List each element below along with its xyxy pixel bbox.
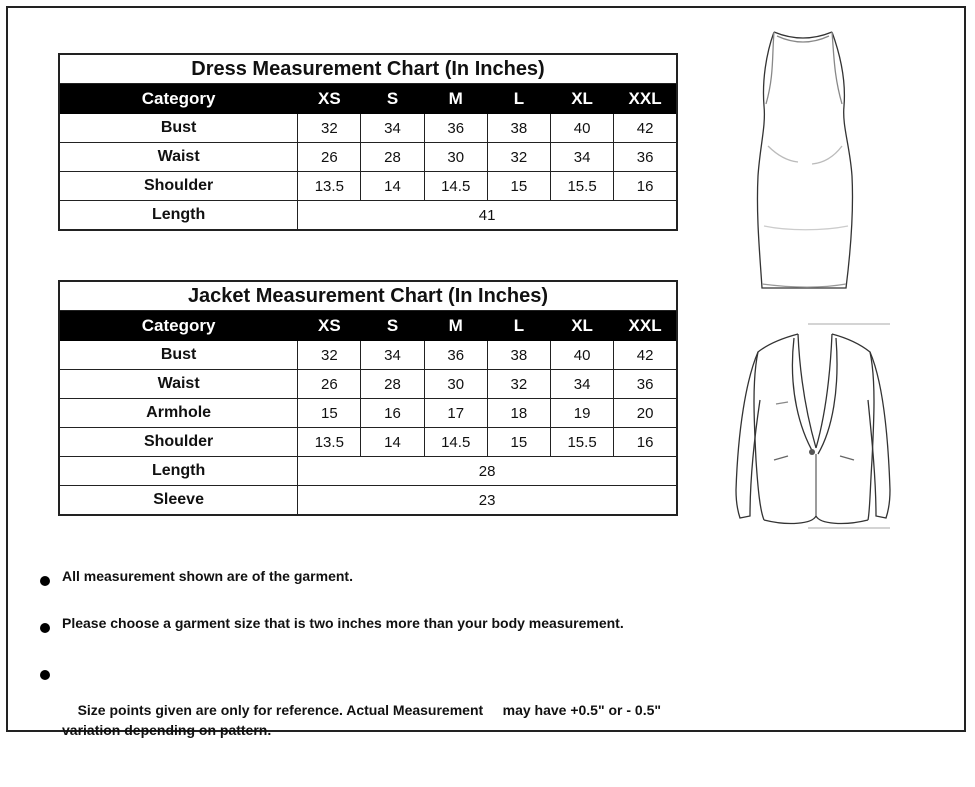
list-item xyxy=(40,566,680,586)
header-cell: XS xyxy=(298,84,361,114)
header-cell: Category xyxy=(59,84,298,114)
table-row xyxy=(59,428,677,457)
table-row xyxy=(59,457,677,486)
header-cell: M xyxy=(424,84,487,114)
cell: 32 xyxy=(298,341,361,370)
note-text: All measurement shown are of the garment. xyxy=(62,568,353,584)
header-cell: Category xyxy=(59,311,298,341)
cell: 36 xyxy=(614,370,677,399)
merged-cell: 28 xyxy=(298,457,677,486)
cell: 26 xyxy=(298,370,361,399)
cell: 26 xyxy=(298,143,361,172)
cell: 38 xyxy=(487,114,550,143)
cell: 30 xyxy=(424,143,487,172)
table-row xyxy=(59,341,677,370)
jacket-header-row xyxy=(59,311,677,341)
cell: 34 xyxy=(361,114,424,143)
cell: 42 xyxy=(614,341,677,370)
row-label: Waist xyxy=(59,143,298,172)
row-label: Waist xyxy=(59,370,298,399)
row-label: Bust xyxy=(59,114,298,143)
table-row xyxy=(59,399,677,428)
bullet-icon xyxy=(40,623,50,633)
dress-chart-title: Dress Measurement Chart (In Inches) xyxy=(59,54,677,84)
header-cell: M xyxy=(424,311,487,341)
dress-icon xyxy=(738,26,868,301)
table-row xyxy=(59,370,677,399)
cell: 15.5 xyxy=(550,428,613,457)
row-label: Length xyxy=(59,201,298,231)
header-cell: XL xyxy=(550,311,613,341)
cell: 20 xyxy=(614,399,677,428)
cell: 16 xyxy=(614,172,677,201)
notes-list xyxy=(40,566,680,787)
cell: 34 xyxy=(550,143,613,172)
cell: 36 xyxy=(614,143,677,172)
cell: 28 xyxy=(361,370,424,399)
row-label: Shoulder xyxy=(59,172,298,201)
cell: 15 xyxy=(487,428,550,457)
cell: 13.5 xyxy=(298,172,361,201)
header-cell: XS xyxy=(298,311,361,341)
row-label: Bust xyxy=(59,341,298,370)
cell: 40 xyxy=(550,341,613,370)
merged-cell: 41 xyxy=(298,201,677,231)
cell: 36 xyxy=(424,114,487,143)
cell: 28 xyxy=(361,143,424,172)
table-row xyxy=(59,172,677,201)
cell: 15 xyxy=(298,399,361,428)
jacket-icon xyxy=(728,320,898,540)
header-cell: XL xyxy=(550,84,613,114)
cell: 16 xyxy=(614,428,677,457)
header-cell: L xyxy=(487,311,550,341)
header-cell: S xyxy=(361,311,424,341)
row-label: Shoulder xyxy=(59,428,298,457)
cell: 18 xyxy=(487,399,550,428)
row-label: Sleeve xyxy=(59,486,298,516)
cell: 30 xyxy=(424,370,487,399)
note-text: Please choose a garment size that is two inches more than your body measurement. xyxy=(62,615,624,631)
cell: 15.5 xyxy=(550,172,613,201)
cell: 14.5 xyxy=(424,172,487,201)
header-cell: S xyxy=(361,84,424,114)
cell: 14 xyxy=(361,428,424,457)
cell: 19 xyxy=(550,399,613,428)
jacket-chart-title: Jacket Measurement Chart (In Inches) xyxy=(59,281,677,311)
cell: 17 xyxy=(424,399,487,428)
jacket-measurement-table xyxy=(58,280,678,516)
header-cell: L xyxy=(487,84,550,114)
header-cell: XXL xyxy=(614,84,677,114)
cell: 34 xyxy=(550,370,613,399)
table-row xyxy=(59,201,677,231)
cell: 13.5 xyxy=(298,428,361,457)
note-text: Size points given are only for reference. Actual Measurement may have +0.5" or - 0.5" variation depending on pattern. xyxy=(62,702,665,738)
bullet-icon xyxy=(40,576,50,586)
cell: 16 xyxy=(361,399,424,428)
cell: 34 xyxy=(361,341,424,370)
merged-cell: 23 xyxy=(298,486,677,516)
cell: 32 xyxy=(298,114,361,143)
table-row xyxy=(59,114,677,143)
row-label: Length xyxy=(59,457,298,486)
cell: 40 xyxy=(550,114,613,143)
table-row xyxy=(59,486,677,516)
cell: 14 xyxy=(361,172,424,201)
table-row xyxy=(59,143,677,172)
cell: 32 xyxy=(487,370,550,399)
list-item xyxy=(40,613,680,633)
bullet-icon xyxy=(40,670,50,680)
cell: 15 xyxy=(487,172,550,201)
cell: 42 xyxy=(614,114,677,143)
cell: 38 xyxy=(487,341,550,370)
header-cell: XXL xyxy=(614,311,677,341)
dress-measurement-table xyxy=(58,53,678,231)
cell: 36 xyxy=(424,341,487,370)
row-label: Armhole xyxy=(59,399,298,428)
cell: 32 xyxy=(487,143,550,172)
dress-header-row xyxy=(59,84,677,114)
list-item xyxy=(40,660,680,760)
cell: 14.5 xyxy=(424,428,487,457)
